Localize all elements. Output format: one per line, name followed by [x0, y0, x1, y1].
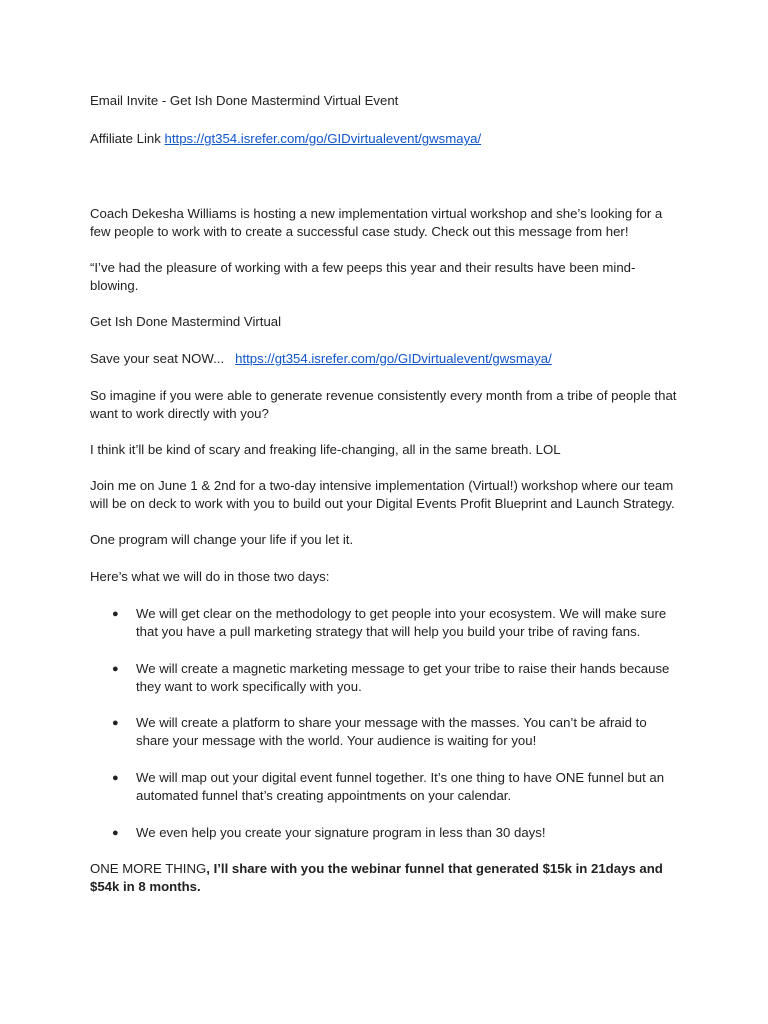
bullet-3-line-1: We will create a platform to share your message with the masses. You can’t be afraid to: [136, 715, 647, 730]
one-more-thing-label: ONE MORE THING: [90, 861, 207, 876]
bullet-icon: ●: [112, 717, 119, 729]
imagine-line-1: So imagine if you were able to generate revenue consistently every month from a tribe of people that: [90, 388, 677, 403]
imagine-line-2: want to work directly with you?: [90, 406, 269, 421]
bullet-icon: ●: [112, 663, 119, 675]
bullet-4-line-2: automated funnel that’s creating appointments on your calendar.: [136, 788, 512, 803]
bullet-icon: ●: [112, 608, 119, 620]
email-title: Email Invite - Get Ish Done Mastermind Virtual Event: [90, 93, 399, 108]
event-name: Get Ish Done Mastermind Virtual: [90, 314, 282, 329]
one-program-line: One program will change your life if you let it.: [90, 532, 354, 547]
quote-line-2: blowing.: [90, 278, 139, 293]
one-more-thing-bold-1: , I’ll share with you the webinar funnel that generated $15k in 21days and: [206, 861, 663, 876]
one-more-thing-line-1: [90, 860, 663, 878]
bullet-4-line-1: We will map out your digital event funnel together. It’s one thing to have ONE funnel but an: [136, 770, 665, 785]
save-seat-link[interactable]: https://gt354.isrefer.com/go/GIDvirtualevent/gwsmaya/: [235, 351, 552, 366]
affiliate-link-label: Affiliate Link: [90, 131, 165, 146]
save-seat-label: Save your seat NOW...: [90, 351, 236, 366]
bullet-1-line-1: We will get clear on the methodology to get people into your ecosystem. We will make sure: [136, 606, 667, 621]
bullet-2-line-2: they want to work specifically with you.: [136, 679, 362, 694]
save-seat-line: [90, 350, 552, 368]
affiliate-link-line: [90, 130, 481, 148]
one-more-thing-line-2: $54k in 8 months.: [90, 879, 201, 894]
heres-what-line: Here’s what we will do in those two days:: [90, 569, 330, 584]
bullet-5-line-1: We even help you create your signature program in less than 30 days!: [136, 825, 546, 840]
intro-line-1: Coach Dekesha Williams is hosting a new implementation virtual workshop and she’s looking for a: [90, 206, 663, 221]
join-line-1: Join me on June 1 & 2nd for a two-day intensive implementation (Virtual!) workshop where our team: [90, 478, 674, 493]
bullet-2-line-1: We will create a magnetic marketing message to get your tribe to raise their hands because: [136, 661, 670, 676]
bullet-icon: ●: [112, 827, 119, 839]
affiliate-link[interactable]: https://gt354.isrefer.com/go/GIDvirtualevent/gwsmaya/: [164, 131, 482, 146]
bullet-1-line-2: that you have a pull marketing strategy that will help you build your tribe of raving fans.: [136, 624, 641, 639]
intro-line-2: few people to work with to create a successful case study. Check out this message from her!: [90, 224, 629, 239]
bullet-3-line-2: share your message with the world. Your audience is waiting for you!: [136, 733, 537, 748]
quote-line-1: “I’ve had the pleasure of working with a few peeps this year and their results have been mind-: [90, 260, 636, 275]
bullet-icon: ●: [112, 772, 119, 784]
join-line-2: will be on deck to work with you to build out your Digital Events Profit Blueprint and Launch Strategy.: [90, 496, 675, 511]
scary-line: I think it’ll be kind of scary and freaking life-changing, all in the same breath. LOL: [90, 442, 561, 457]
